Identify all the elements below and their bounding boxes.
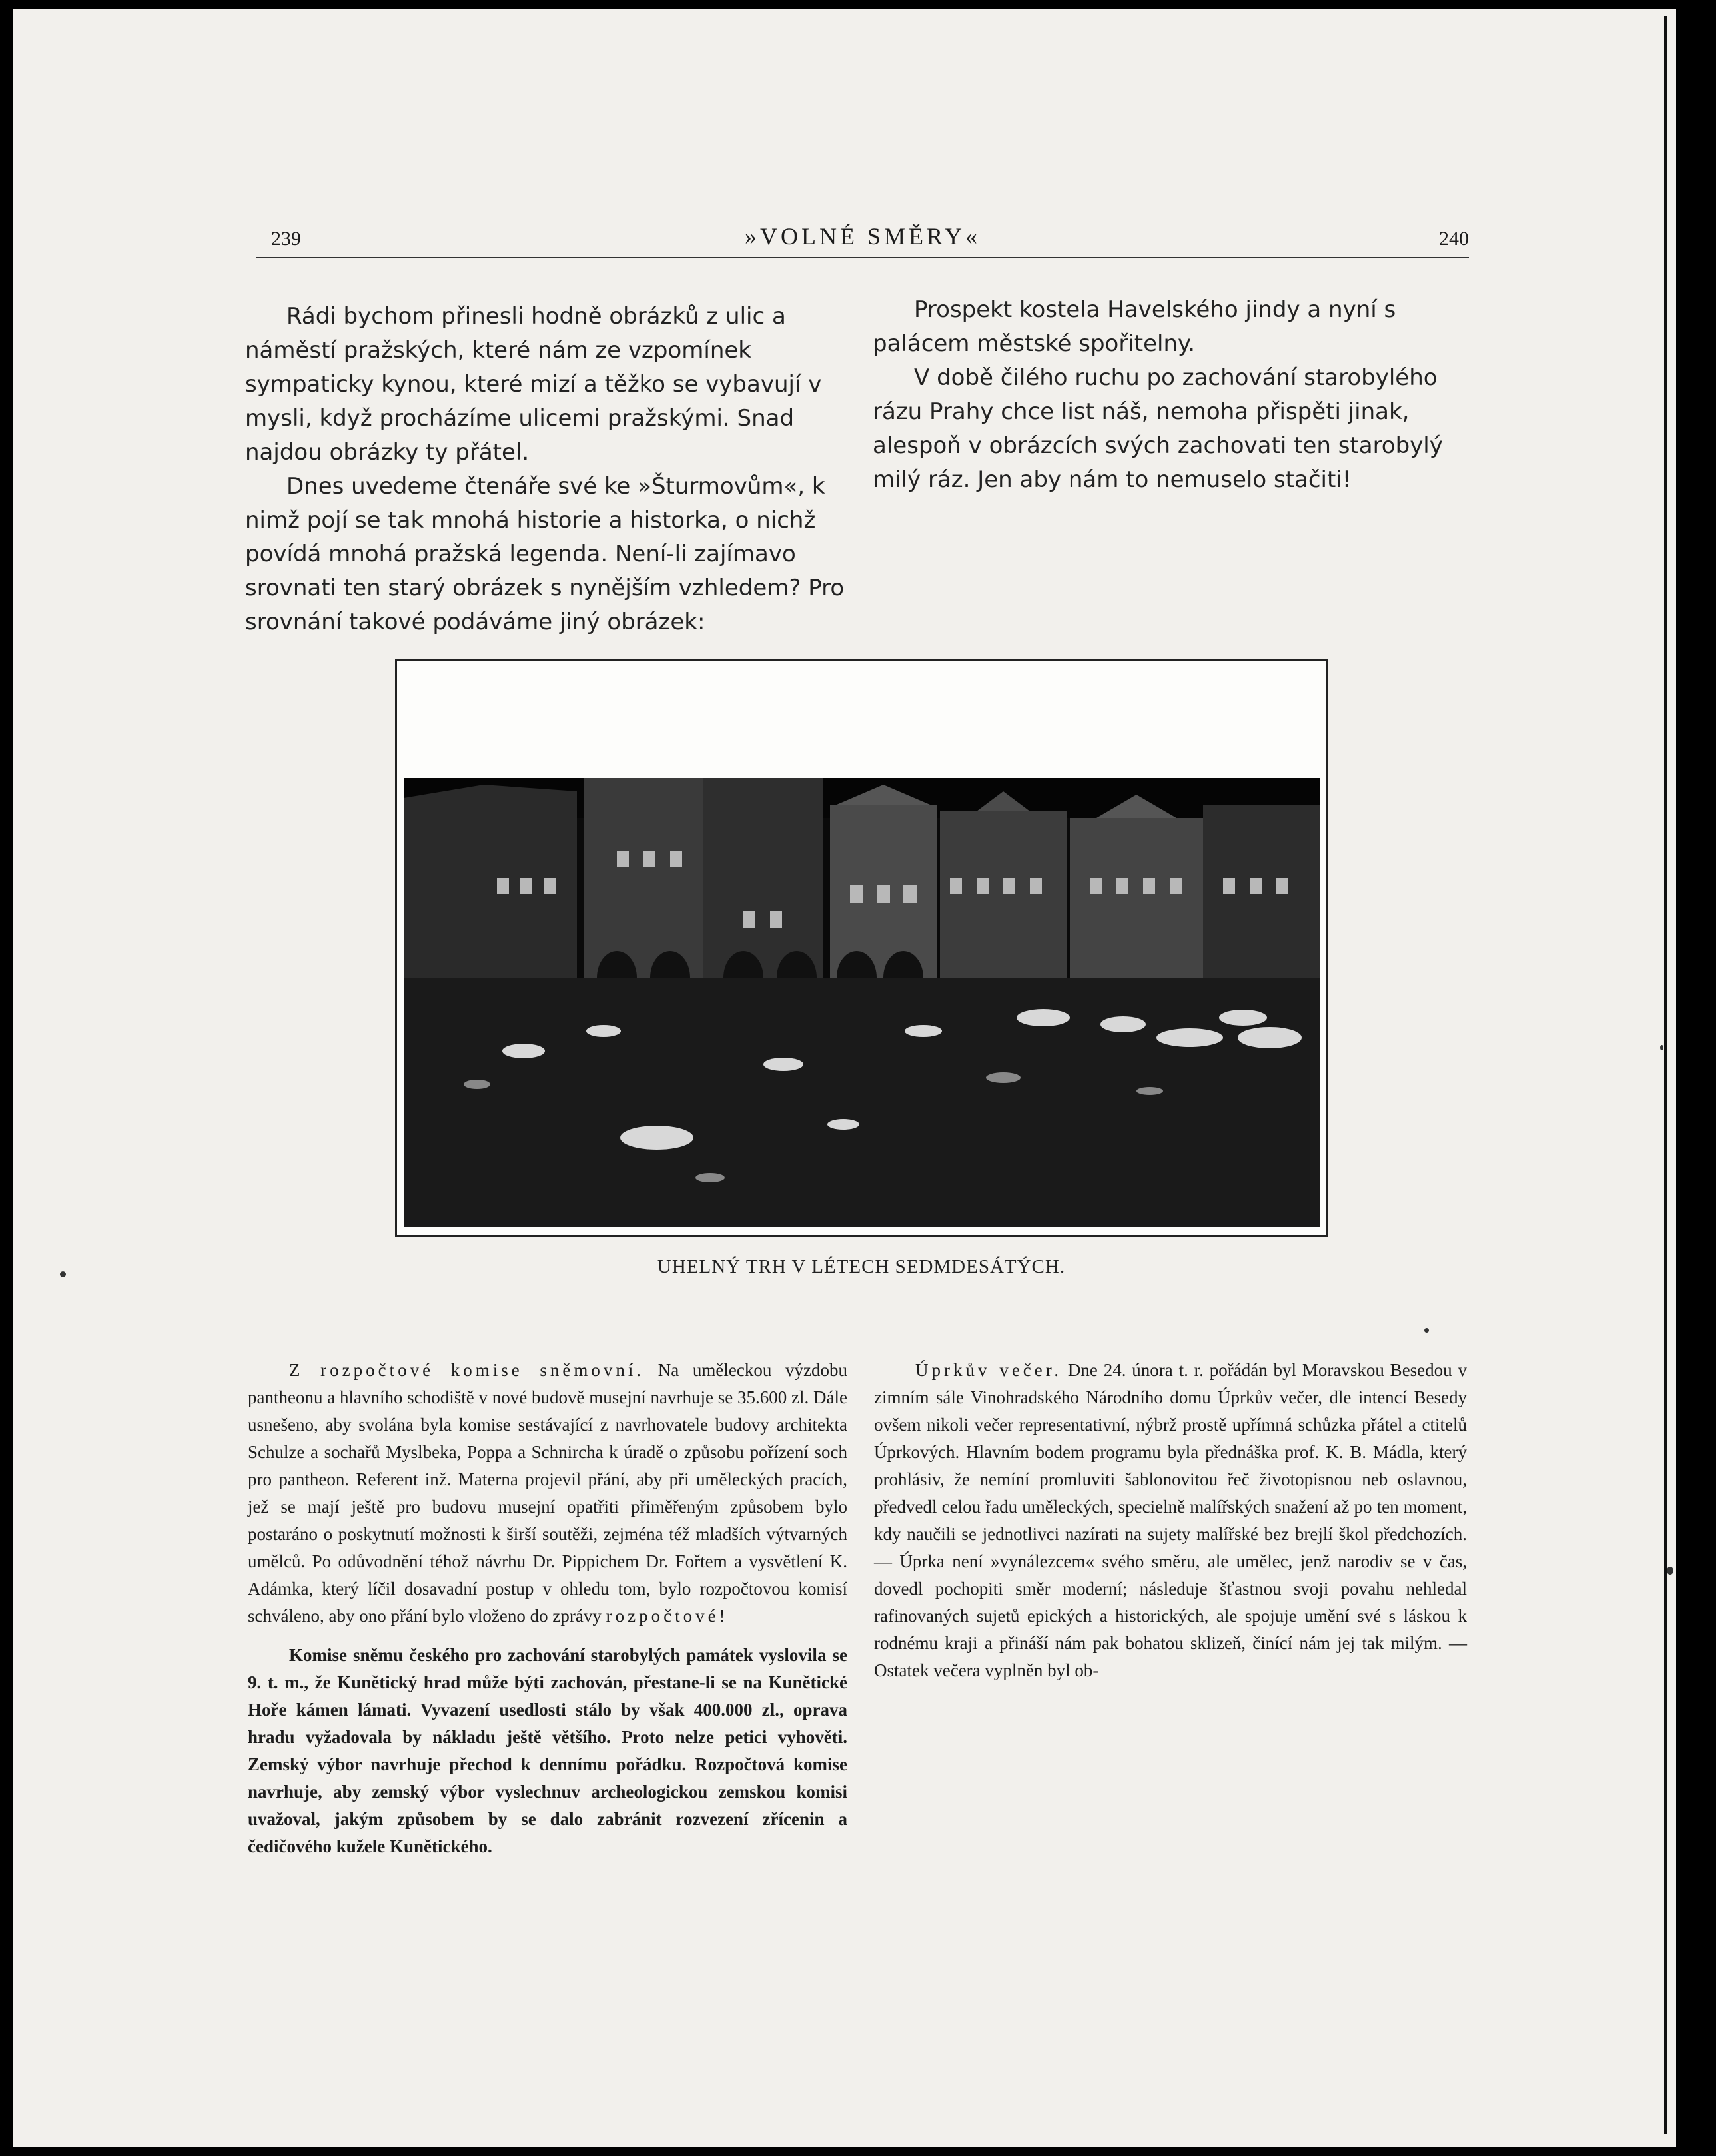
intro-column-right: [873, 293, 1466, 497]
news-column-right: [874, 1357, 1467, 1696]
photo-caption: UHELNÝ TRH V LÉTECH SEDMDESÁTÝCH.: [657, 1256, 1066, 1277]
intro-paragraph: Dnes uvedeme čtenáře své ke »Šturmovům«, k nimž pojí se tak mnohá historie a historka, o nichž povídá mnohá pražská legenda. Není-li zajímavo srovnati ten starý obrázek s nynějším vzhledem? Pro srovnání takové podáváme jiný obrázek:: [245, 473, 845, 635]
journal-title: »VOLNÉ SMĚRY«: [744, 223, 981, 250]
ink-speck: [1667, 1567, 1673, 1575]
news-text: Na uměleckou výzdobu pantheonu a hlavního schodiště v nové budově musejní navrhuje se 35.600 zl. Dále usnešeno, aby svolána byla komise sestávající z navrhovatele budovy architekta Schulze a sochařů Myslbeka, Poppa a Schnircha k úradě o způsobu pořízení soch pro pantheon. Referent inž. Materna projevil přání, aby při uměleckých pracích, jež se mají ještě pro budovu musejní opatřiti přiměřeným způsobem bylo postaráno o poskytnutí možnosti k širší soutěži, zejména též mladších výtvarných umělců. Po odůvodnění téhož návrhu Dr. Pippichem Dr. Fořtem a vysvětlení K. Adámka, který líčil dosavadní postup v ohledu tom, bylo rozpočtovou komisí schváleno, aby ono přání bylo vloženo do zprávy: [248, 1360, 847, 1626]
news-column-left: [248, 1357, 847, 1856]
header-rule: [256, 257, 1469, 258]
news-paragraph-upruv-vecer: [874, 1357, 1467, 1684]
page-number-right: 240: [1439, 228, 1469, 250]
ink-speck: [60, 1271, 66, 1277]
news-paragraph-rozpoctova-komise: [248, 1357, 847, 1630]
ink-speck: [1660, 1045, 1663, 1050]
market-square-photo: [404, 778, 1320, 1227]
news-text-emphasis: rozpočtové!: [606, 1606, 729, 1626]
news-paragraph-kuneticky-hrad: Komise sněmu českého pro zachování starobylých památek vyslovila se 9. t. m., že Kunětický hrad může býti zachován, přestane-li se na Kunětické Hoře kámen lámati. Vyvazení usedlosti stálo by však 400.000 zl., oprava hradu vyžadovala by nákladu ještě většího. Proto nelze petici vyhověti. Zemský výbor navrhuje přechod k dennímu pořádku. Rozpočtová komise navrhuje, aby zemský výbor vyslechnuv archeologickou zemskou komisi uvažoval, jakým způsobem by se dalo zabránit rozvezení zřícenin a čedičového kužele Kunětického.: [248, 1645, 847, 1856]
intro-column-left: [245, 300, 845, 639]
photo-plate: [395, 659, 1328, 1237]
intro-paragraph: Prospekt kostela Havelského jindy a nyní s palácem městské spořitelny.: [873, 296, 1396, 357]
news-text: Dne 24. února t. r. pořádán byl Moravskou Besedou v zimním sále Vinohradského Národního domu Úprkův večer, dle intencí Besedy ovšem nikoli večer representativní, nýbrž prostě upřímná schůzka přátel a ctitelů Úprkových. Hlavním bodem programu byla přednáška prof. K. B. Mádla, který prohlásiv, že nemíní promluviti šablonovitou řeč životopisnou neb oslavnou, předvedl celou řadu uměleckých, specielně malířských snažení až po ten moment, kdy naučili se jednotlivci nazírati na sujety malířské bez brejlí škol předchozích. — Úprka není »vynálezcem« svého směru, ale umělec, jenž narodiv se v čas, dovedl pochopiti směr moderní; následuje šťastnou svoji povahu nehledal rafinovaných sujetů epických a historických, ale spojuje umění své s láskou k rodnému kraji a přináší nám pak bohatou sklizeň, činící nám jej tak milým. — Ostatek večera vyplněn byl ob-: [874, 1360, 1467, 1680]
page-number-left: 239: [271, 228, 301, 250]
section-lead: Z rozpočtové komise sněmovní.: [289, 1360, 645, 1380]
ink-speck: [1424, 1328, 1429, 1333]
intro-paragraph: V době čilého ruchu po zachování starobylého rázu Prahy chce list náš, nemoha přispěti jinak, alespoň v obrázcích svých zachovati ten starobylý milý ráz. Jen aby nám to nemuselo stačiti!: [873, 364, 1443, 493]
market-square-illustration: [404, 778, 1320, 1227]
running-header: [256, 212, 1469, 258]
page-edge-line: [1664, 16, 1667, 2134]
section-lead: Úprkův večer.: [915, 1360, 1063, 1380]
intro-paragraph: Rádi bychom přinesli hodně obrázků z ulic a náměstí pražských, které nám ze vzpomínek sympaticky kynou, které mizí a těžko se vybavují v mysli, když procházíme ulicemi pražskými. Snad najdou obrázky ty přátel.: [245, 303, 822, 466]
